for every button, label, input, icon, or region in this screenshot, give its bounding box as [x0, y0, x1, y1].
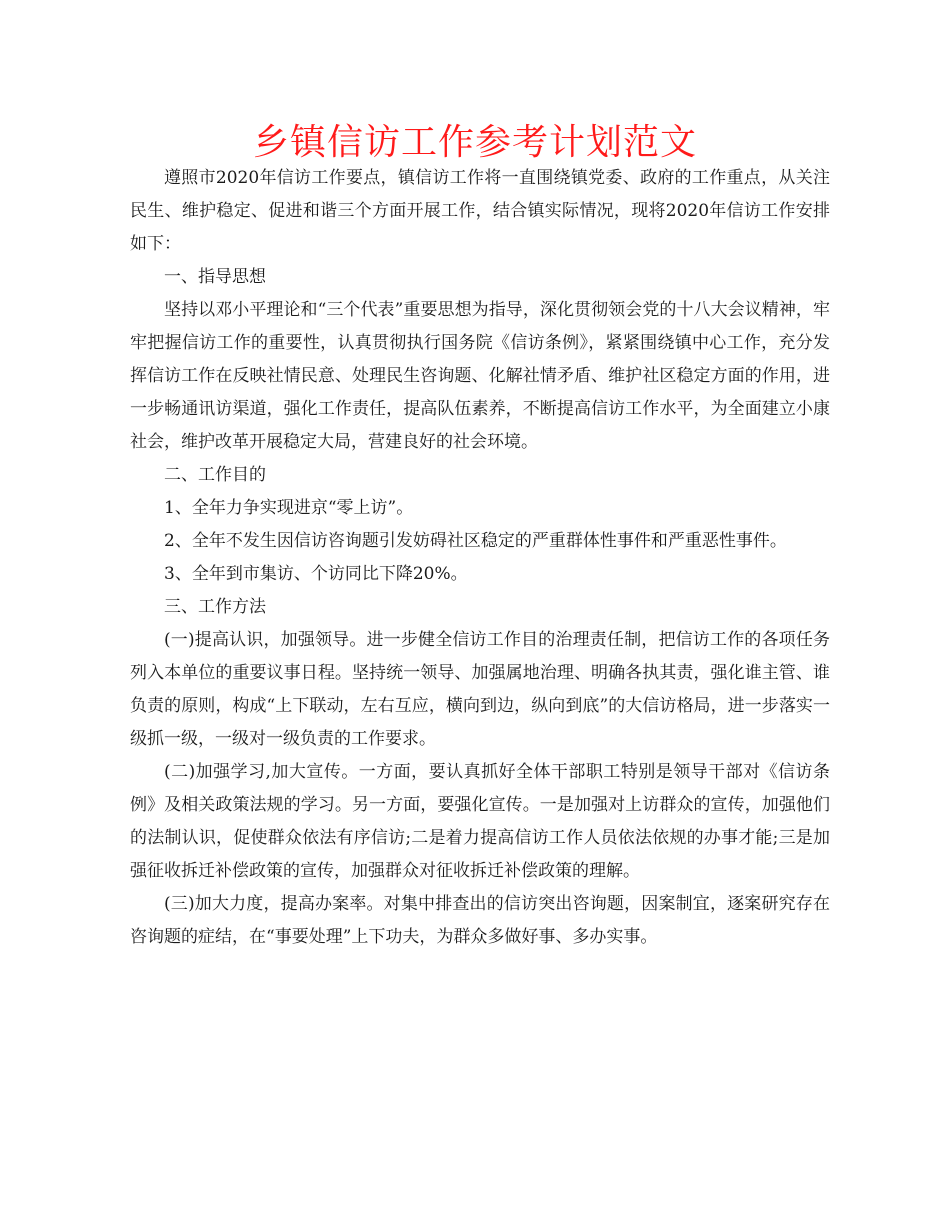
document-body: [130, 162, 830, 954]
document-title: 乡镇信访工作参考计划范文: [252, 122, 697, 163]
goal-item-2: 2、全年不发生因信访咨询题引发妨碍社区稳定的严重群体性事件和严重恶性事件。: [164, 531, 787, 551]
method-item-1: (一)提高认识，加强领导。进一步健全信访工作目的治理责任制，把信访工作的各项任务列入本单位的重要议事日程。坚持统一领导、加强属地治理、明确各执其责，强化谁主管、谁负责的原则，构成“上下联动，左右互应，横向到边，纵向到底”的大信访格局，进一步落实一级抓一级，一级对一级负责的工作要求。: [130, 630, 830, 749]
section-heading-work-goals: 二、工作目的: [164, 465, 266, 485]
method-item-2: (二)加强学习,加大宣传。一方面，要认真抓好全体干部职工特别是领导干部对《信访条例》及相关政策法规的学习。另一方面，要强化宣传。一是加强对上访群众的宣传，加强他们的法制认识，促使群众依法有序信访;二是着力提高信访工作人员依法依规的办事才能;三是加强征收拆迁补偿政策的宣传，加强群众对征收拆迁补偿政策的理解。: [130, 762, 830, 881]
goal-item-3: 3、全年到市集访、个访同比下降20%。: [164, 564, 468, 584]
paragraph-guiding-ideology: 坚持以邓小平理论和“三个代表”重要思想为指导，深化贯彻领会党的十八大会议精神，牢牢把握信访工作的重要性，认真贯彻执行国务院《信访条例》，紧紧围绕镇中心工作，充分发挥信访工作在反映社情民意、处理民生咨询题、化解社情矛盾、维护社区稳定方面的作用，进一步畅通讯访渠道，强化工作责任，提高队伍素养，不断提高信访工作水平，为全面建立小康社会，维护改革开展稳定大局，营建良好的社会环境。: [130, 300, 830, 452]
paragraph-intro: 遵照市2020年信访工作要点，镇信访工作将一直围绕镇党委、政府的工作重点，从关注民生、维护稳定、促进和谐三个方面开展工作，结合镇实际情况，现将2020年信访工作安排如下：: [130, 168, 830, 254]
goal-item-1: 1、全年力争实现进京“零上访”。: [164, 498, 414, 518]
section-heading-guiding-ideology: 一、指导思想: [164, 267, 266, 287]
section-heading-work-methods: 三、工作方法: [164, 597, 266, 617]
method-item-3: (三)加大力度，提高办案率。对集中排查出的信访突出咨询题，因案制宜，逐案研究存在咨询题的症结，在“事要处理”上下功夫，为群众多做好事、多办实事。: [130, 894, 830, 947]
